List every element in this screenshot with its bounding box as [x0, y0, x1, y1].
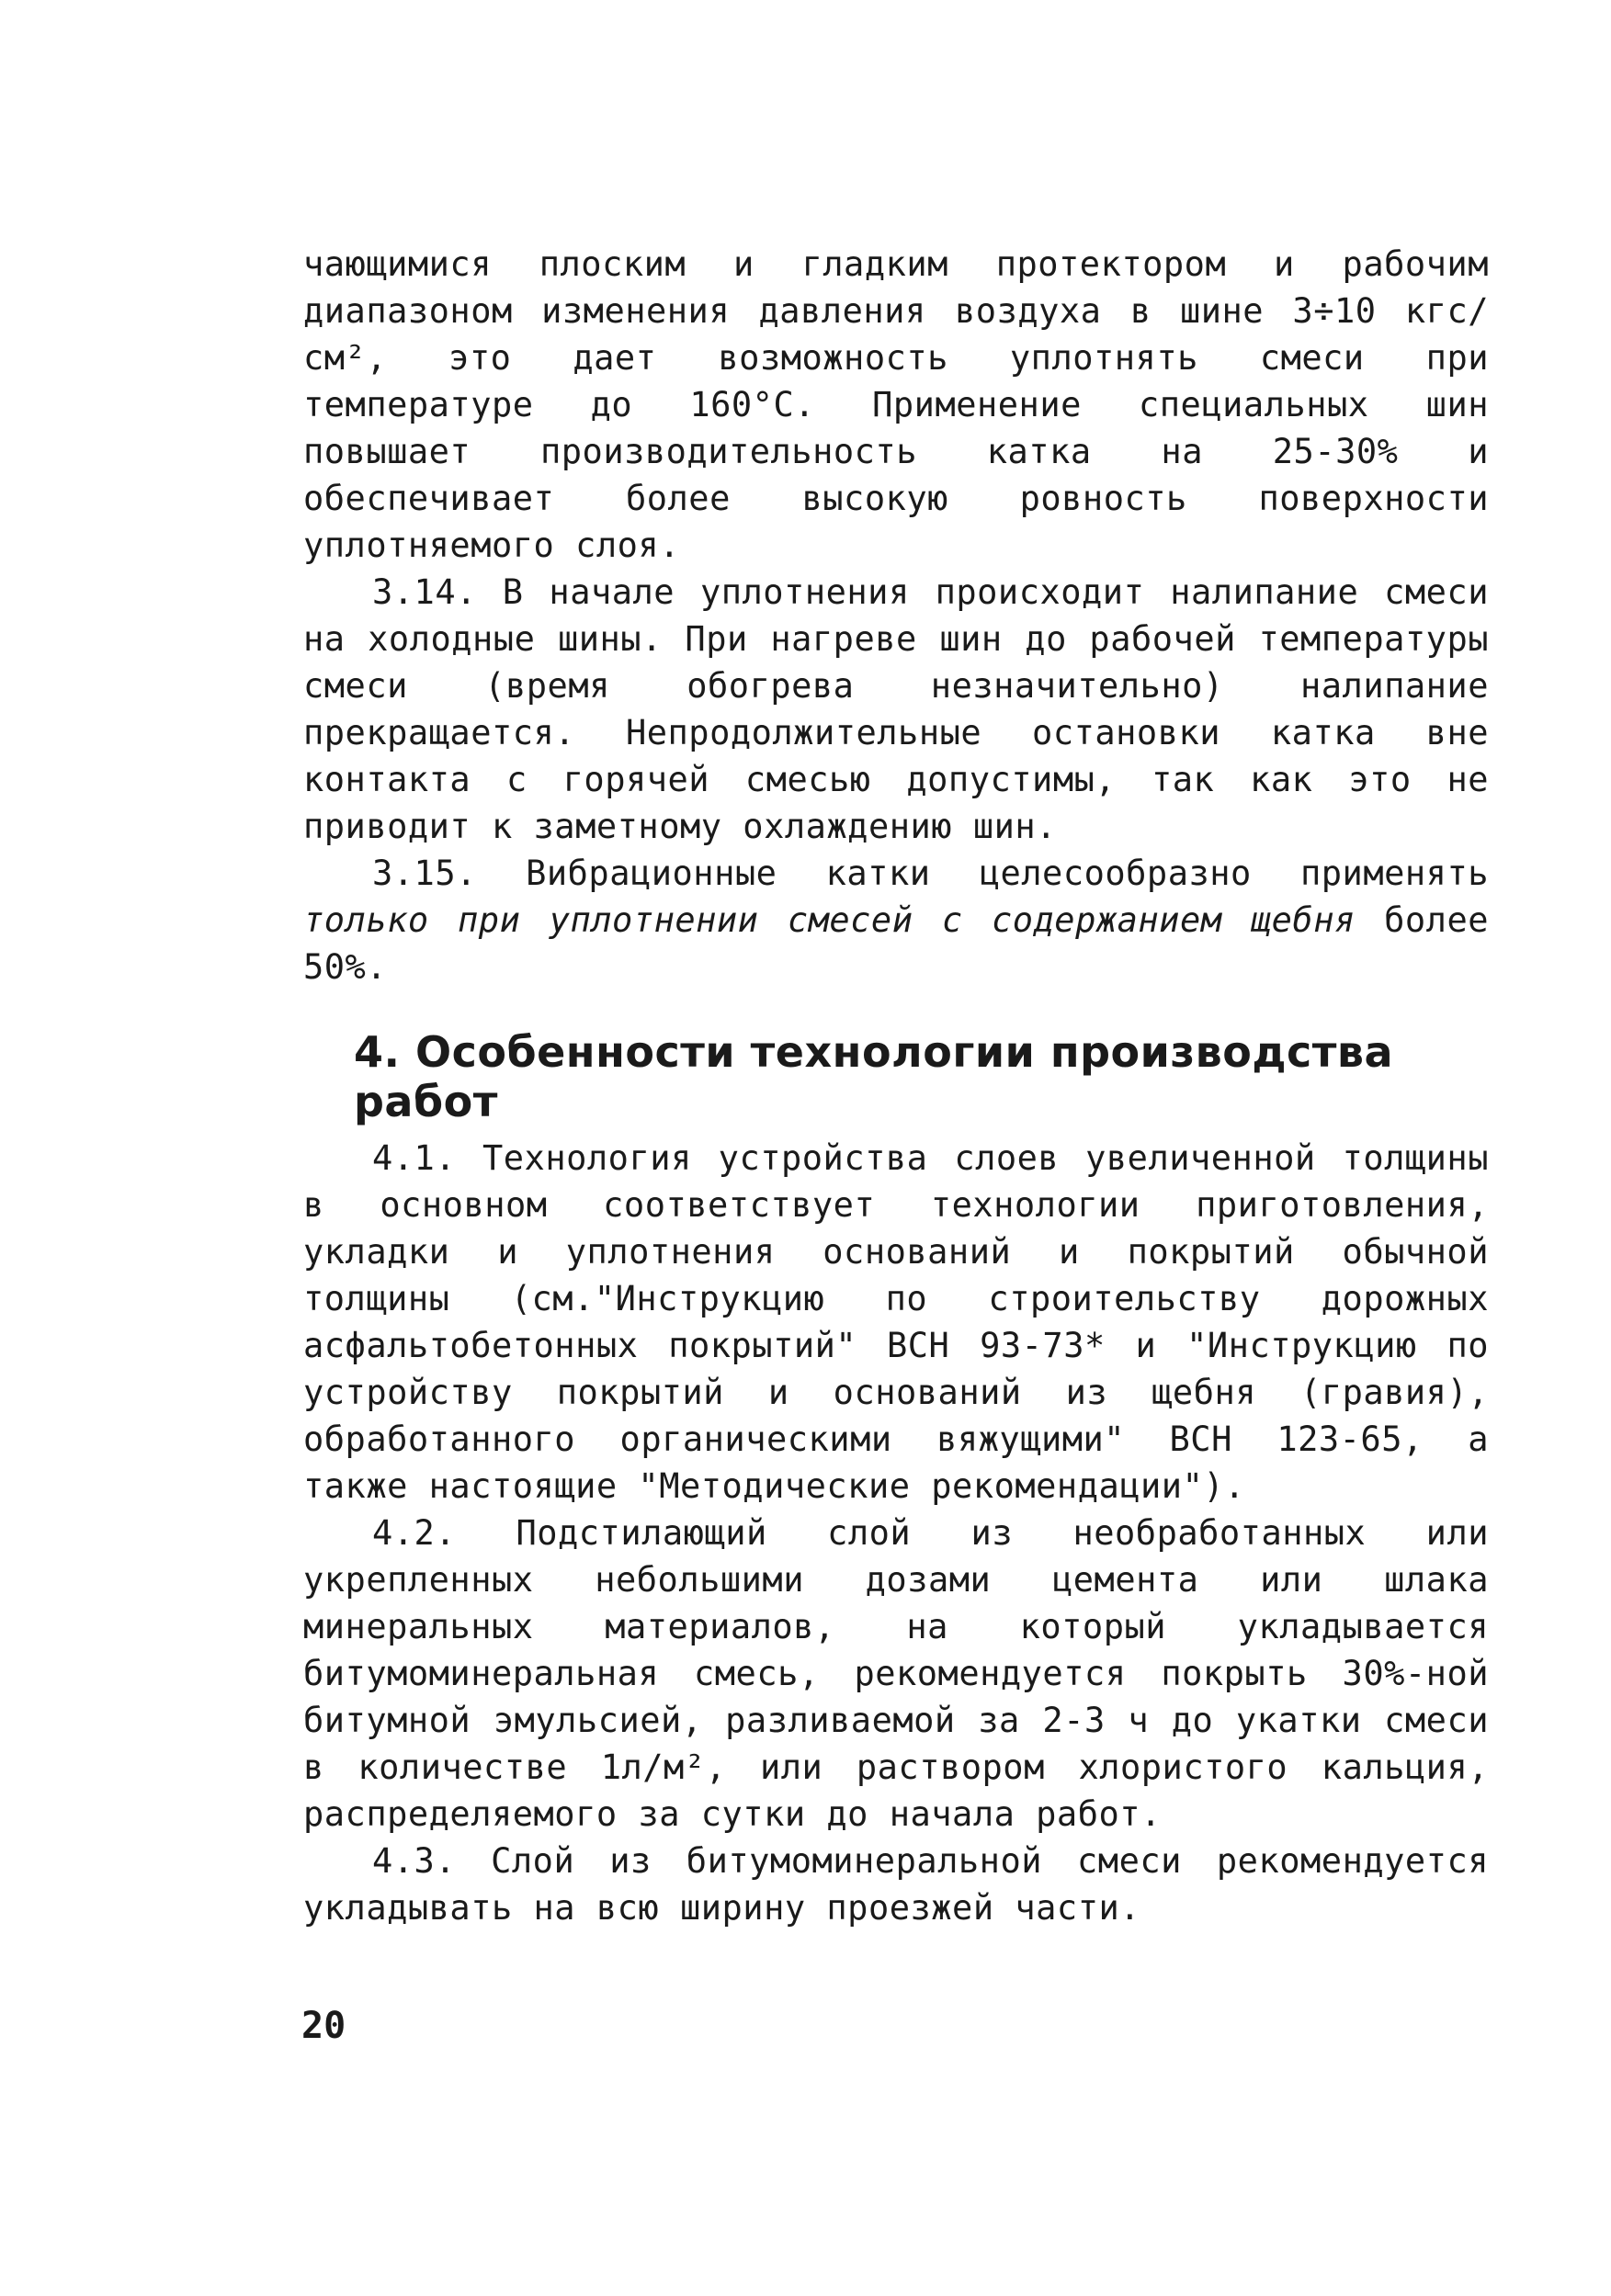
paragraph-3-15-start: 3.15. Вибрационные катки целесообразно применять	[372, 854, 1489, 893]
text-block-section-3	[303, 241, 1489, 990]
text-block-section-4	[303, 1135, 1489, 1931]
paragraph-4-1: 4.1. Технология устройства слоев увеличенной толщины в основном соответствует технологии приготовления, укладки и уплотнения оснований и покрытий обычной толщины (см."Инструкцию по строительству дорожных асфальтобетонных покрытий" ВСН 93-73* и "Инструкцию по устройству покрытий и оснований из щебня (гравия), обработанного органическими вяжущими" ВСН 123-65, а также настоящие "Методические рекомендации").	[303, 1138, 1489, 1506]
paragraph-3-15-italic: только при уплотнении смесей с содержанием щебня	[303, 900, 1356, 940]
section-heading: 4. Особенности технологии производства работ	[354, 1027, 1394, 1126]
paragraph-3-15-end: более 50%.	[303, 900, 1490, 987]
paragraph-4-3: 4.3. Слой из битумоминеральной смеси рекомендуется укладывать на всю ширину проезжей части.	[303, 1841, 1489, 1928]
paragraph-continued: чающимися плоским и гладким протектором и рабочим диапазоном изменения давления воздуха в шине 3÷10 кгс/см², это дает возможность уплотнять смеси при температуре до 160°С. Применение специальных шин повышает производительность катка на 25-30% и обеспечивает более высокую ровность поверхности уплотняемого слоя.	[303, 244, 1489, 565]
paragraph-3-14: 3.14. В начале уплотнения происходит налипание смеси на холодные шины. При нагреве шин до рабочей температуры смеси (время обогрева незначительно) налипание прекращается. Непродолжительные остановки катка вне контакта с горячей смесью допустимы, так как это не приводит к заметному охлаждению шин.	[303, 572, 1489, 846]
paragraph-3-15	[303, 850, 1489, 990]
paragraph-4-2: 4.2. Подстилающий слой из необработанных или укрепленных небольшими дозами цемента или шлака минеральных материалов, на который укладывается битумоминеральная смесь, рекомендуется покрыть 30%-ной битумной эмульсией, разливаемой за 2-3 ч до укатки смеси в количестве 1л/м², или раствором хлористого кальция, распределяемого за сутки до начала работ.	[303, 1513, 1489, 1834]
page-number: 20	[301, 2005, 346, 2047]
